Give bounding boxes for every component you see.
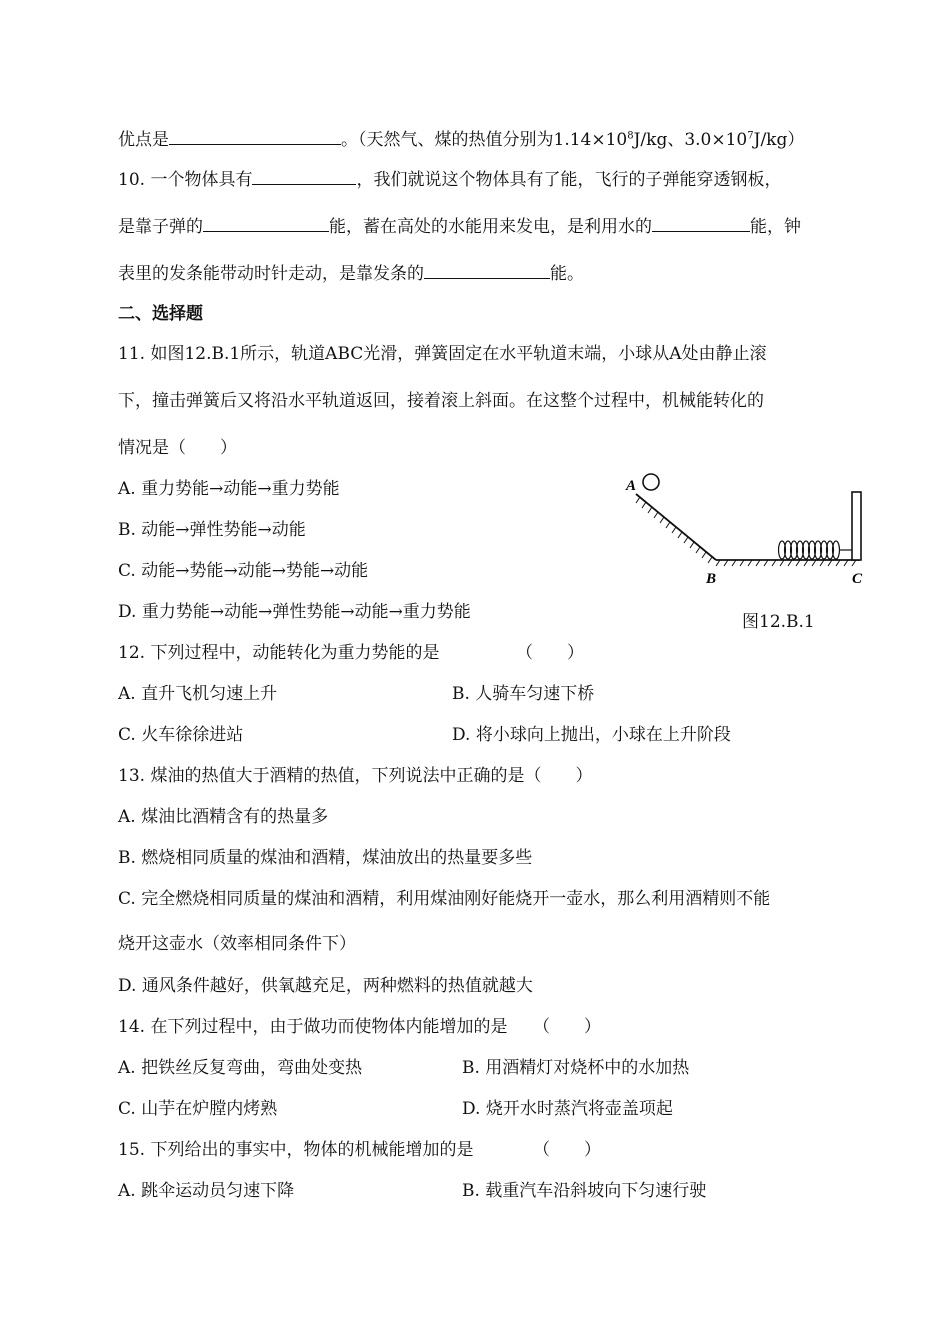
q10-text-3a: 表里的发条能带动时针走动，是靠发条的 (118, 264, 424, 284)
q15-option-a[interactable]: A. 跳伞运动员匀速下降 (118, 1181, 295, 1201)
label-a: A (626, 478, 637, 494)
q14-option-c[interactable]: C. 山芋在炉膛内烤熟 (118, 1099, 278, 1119)
q14-option-d[interactable]: D. 烧开水时蒸汽将壶盖项起 (462, 1099, 673, 1119)
q13-option-c-line2: 烧开这壶水（效率相同条件下） (118, 934, 356, 954)
q9-suffix-a: 。（天然气、煤的热值分别为1.14×10 (341, 130, 628, 150)
q10-text-1b: ，我们就说这个物体具有了能，飞行的子弹能穿透钢板， (356, 170, 782, 190)
spring (779, 541, 853, 559)
q11-stem-line2: 下，撞击弹簧后又将沿水平轨道返回，接着滚上斜面。在这整个过程中，机械能转化的 (118, 391, 764, 411)
q9-exp2: 7 (747, 130, 754, 142)
q13-option-c-line1[interactable]: C. 完全燃烧相同质量的煤油和酒精，利用煤油刚好能烧开一壶水，那么利用酒精则不能 (118, 889, 771, 909)
figure-caption: 图12.B.1 (742, 612, 815, 632)
wall (852, 492, 861, 560)
ball (643, 474, 659, 490)
ground-hatching (716, 560, 856, 566)
q10-line1 (118, 166, 781, 192)
q9-suffix-b: J/kg、3.0×10 (633, 130, 748, 150)
q9-answer-blank[interactable] (169, 126, 341, 145)
label-c: C (852, 571, 863, 587)
q11-option-b[interactable]: B. 动能→弹性势能→动能 (118, 520, 306, 540)
q11-option-d[interactable]: D. 重力势能→动能→弹性势能→动能→重力势能 (118, 602, 471, 622)
q11-option-a[interactable]: A. 重力势能→动能→重力势能 (118, 479, 340, 499)
q10-line3 (118, 260, 584, 286)
q10-blank-3[interactable] (652, 213, 750, 232)
q14-option-a[interactable]: A. 把铁丝反复弯曲，弯曲处变热 (118, 1058, 363, 1078)
q13-stem: 13. 煤油的热值大于酒精的热值，下列说法中正确的是（ ） (118, 766, 593, 786)
q11-option-c[interactable]: C. 动能→势能→动能→势能→动能 (118, 561, 369, 581)
q9-prefix: 优点是 (118, 130, 169, 150)
q12-option-c[interactable]: C. 火车徐徐进站 (118, 725, 244, 745)
q10-line2 (118, 213, 801, 239)
q15-option-b[interactable]: B. 载重汽车沿斜坡向下匀速行驶 (462, 1181, 707, 1201)
q10-blank-2[interactable] (203, 213, 329, 232)
q11-stem-line1: 11. 如图12.B.1所示，轨道ABC光滑，弹簧固定在水平轨道末端，小球从A处由静止滚 (118, 344, 767, 364)
q9-line (118, 126, 804, 152)
q12-option-b[interactable]: B. 人骑车匀速下桥 (452, 684, 595, 704)
incline-hatching (636, 497, 712, 563)
q10-blank-1[interactable] (252, 166, 356, 185)
track-spring-figure (620, 466, 870, 596)
q10-text-3b: 能。 (550, 264, 584, 284)
q13-option-a[interactable]: A. 煤油比酒精含有的热量多 (118, 807, 329, 827)
q14-option-b[interactable]: B. 用酒精灯对烧杯中的水加热 (462, 1058, 690, 1078)
q10-text-2a: 是靠子弹的 (118, 217, 203, 237)
q12-stem: 12. 下列过程中，动能转化为重力势能的是 （ ） (118, 643, 584, 663)
q10-text-1a: 10. 一个物体具有 (118, 170, 253, 190)
q14-stem: 14. 在下列过程中，由于做功而使物体内能增加的是 （ ） (118, 1017, 601, 1037)
q10-text-2c: 能，钟 (750, 217, 801, 237)
q11-stem-line3: 情况是（ ） (118, 438, 237, 458)
q13-option-b[interactable]: B. 燃烧相同质量的煤油和酒精，煤油放出的热量要多些 (118, 848, 533, 868)
section-heading: 二、选择题 (118, 304, 203, 324)
q9-suffix-c: J/kg） (753, 130, 805, 150)
q9-exp1: 8 (627, 130, 634, 142)
q15-stem: 15. 下列给出的事实中，物体的机械能增加的是 （ ） (118, 1140, 601, 1160)
q10-text-2b: 能，蓄在高处的水能用来发电，是利用水的 (329, 217, 652, 237)
q12-option-a[interactable]: A. 直升飞机匀速上升 (118, 684, 278, 704)
q12-option-d[interactable]: D. 将小球向上抛出，小球在上升阶段 (452, 725, 731, 745)
label-b: B (706, 571, 717, 587)
q13-option-d[interactable]: D. 通风条件越好，供氧越充足，两种燃料的热值就越大 (118, 976, 533, 996)
q10-blank-4[interactable] (424, 260, 550, 279)
